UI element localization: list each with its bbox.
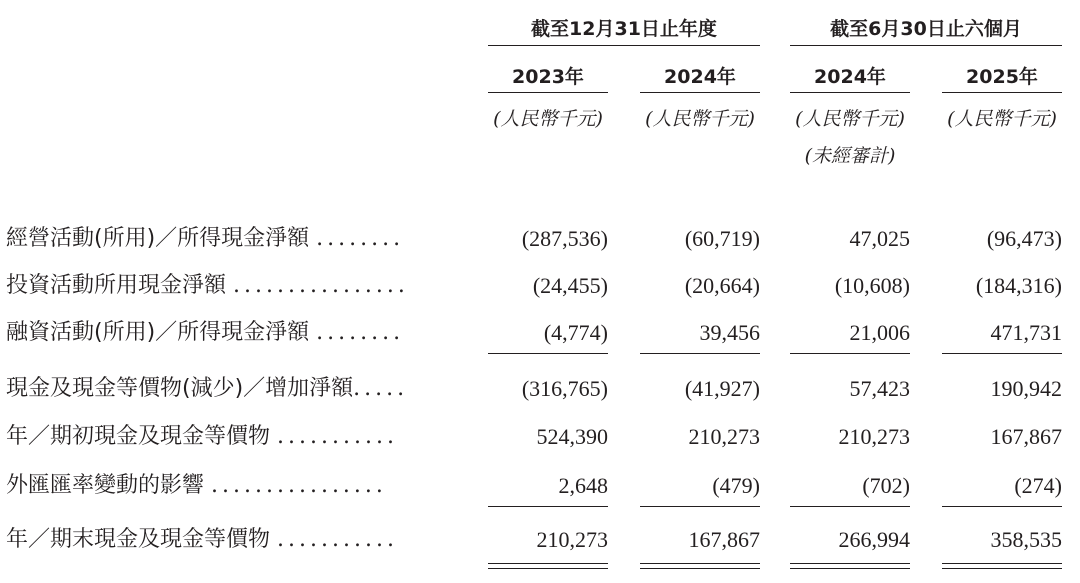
group-header-six-months: 截至6月30日止六個月 [830, 18, 1022, 40]
total-double-rule-bottom [942, 568, 1062, 569]
value-cell: 358,535 [990, 527, 1062, 552]
value-cell: 57,423 [849, 376, 910, 401]
subtotal-rule [488, 506, 608, 507]
total-double-rule-top [640, 563, 760, 564]
row-label-net-change: 現金及現金等價物(減少)／增加淨額..... [6, 376, 409, 401]
column-unit: (人民幣千元) [645, 108, 755, 130]
group-header-underline [790, 45, 1062, 46]
subtotal-rule [640, 506, 760, 507]
value-cell: (20,664) [684, 273, 760, 298]
subtotal-rule [790, 506, 910, 507]
row-label-operating-cash-flow: 經營活動(所用)／所得現金淨額 ........ [6, 226, 405, 251]
column-unaudited-note: (未經審計) [804, 145, 896, 167]
row-label-opening-cash: 年／期初現金及現金等價物 ........... [6, 424, 398, 449]
column-year-2023: 2023年 [512, 66, 584, 88]
value-cell: 266,994 [838, 527, 910, 552]
subtotal-rule [790, 353, 910, 354]
row-label-closing-cash: 年／期末現金及現金等價物 ........... [6, 527, 398, 552]
subtotal-rule [488, 353, 608, 354]
total-double-rule-bottom [640, 568, 760, 569]
column-year-2025-interim: 2025年 [966, 66, 1038, 88]
total-double-rule-top [942, 563, 1062, 564]
value-cell: 167,867 [688, 527, 760, 552]
value-cell: (479) [712, 473, 760, 498]
value-cell: (274) [1014, 473, 1062, 498]
column-unit: (人民幣千元) [493, 108, 603, 130]
group-header-underline [488, 45, 760, 46]
value-cell: 210,273 [536, 527, 608, 552]
value-cell: (96,473) [986, 226, 1062, 251]
value-cell: (702) [862, 473, 910, 498]
value-cell: (41,927) [684, 376, 760, 401]
column-year-2024-interim: 2024年 [814, 66, 886, 88]
column-year-underline [640, 92, 760, 93]
subtotal-rule [640, 353, 760, 354]
value-cell: 524,390 [536, 424, 608, 449]
value-cell: 167,867 [990, 424, 1062, 449]
group-header-year-ended: 截至12月31日止年度 [531, 18, 717, 40]
value-cell: (316,765) [521, 376, 608, 401]
value-cell: 210,273 [838, 424, 910, 449]
value-cell: 21,006 [849, 320, 910, 345]
row-label-financing-cash-flow: 融資活動(所用)／所得現金淨額 ........ [6, 320, 405, 345]
row-label-investing-cash-flow: 投資活動所用現金淨額 ................ [6, 273, 409, 298]
column-year-underline [488, 92, 608, 93]
value-cell: (24,455) [532, 273, 608, 298]
total-double-rule-top [488, 563, 608, 564]
column-year-2024: 2024年 [664, 66, 736, 88]
value-cell: 471,731 [990, 320, 1062, 345]
column-year-underline [790, 92, 910, 93]
total-double-rule-bottom [790, 568, 910, 569]
value-cell: (60,719) [684, 226, 760, 251]
value-cell: 190,942 [990, 376, 1062, 401]
value-cell: 39,456 [699, 320, 760, 345]
column-unit: (人民幣千元) [947, 108, 1057, 130]
value-cell: 47,025 [849, 226, 910, 251]
value-cell: (184,316) [975, 273, 1062, 298]
value-cell: 210,273 [688, 424, 760, 449]
row-label-fx-effect: 外匯匯率變動的影響 ................ [6, 473, 387, 498]
subtotal-rule [942, 353, 1062, 354]
value-cell: (287,536) [521, 226, 608, 251]
total-double-rule-top [790, 563, 910, 564]
subtotal-rule [942, 506, 1062, 507]
column-unit: (人民幣千元) [795, 108, 905, 130]
value-cell: 2,648 [558, 473, 608, 498]
value-cell: (10,608) [834, 273, 910, 298]
column-year-underline [942, 92, 1062, 93]
value-cell: (4,774) [543, 320, 608, 345]
total-double-rule-bottom [488, 568, 608, 569]
